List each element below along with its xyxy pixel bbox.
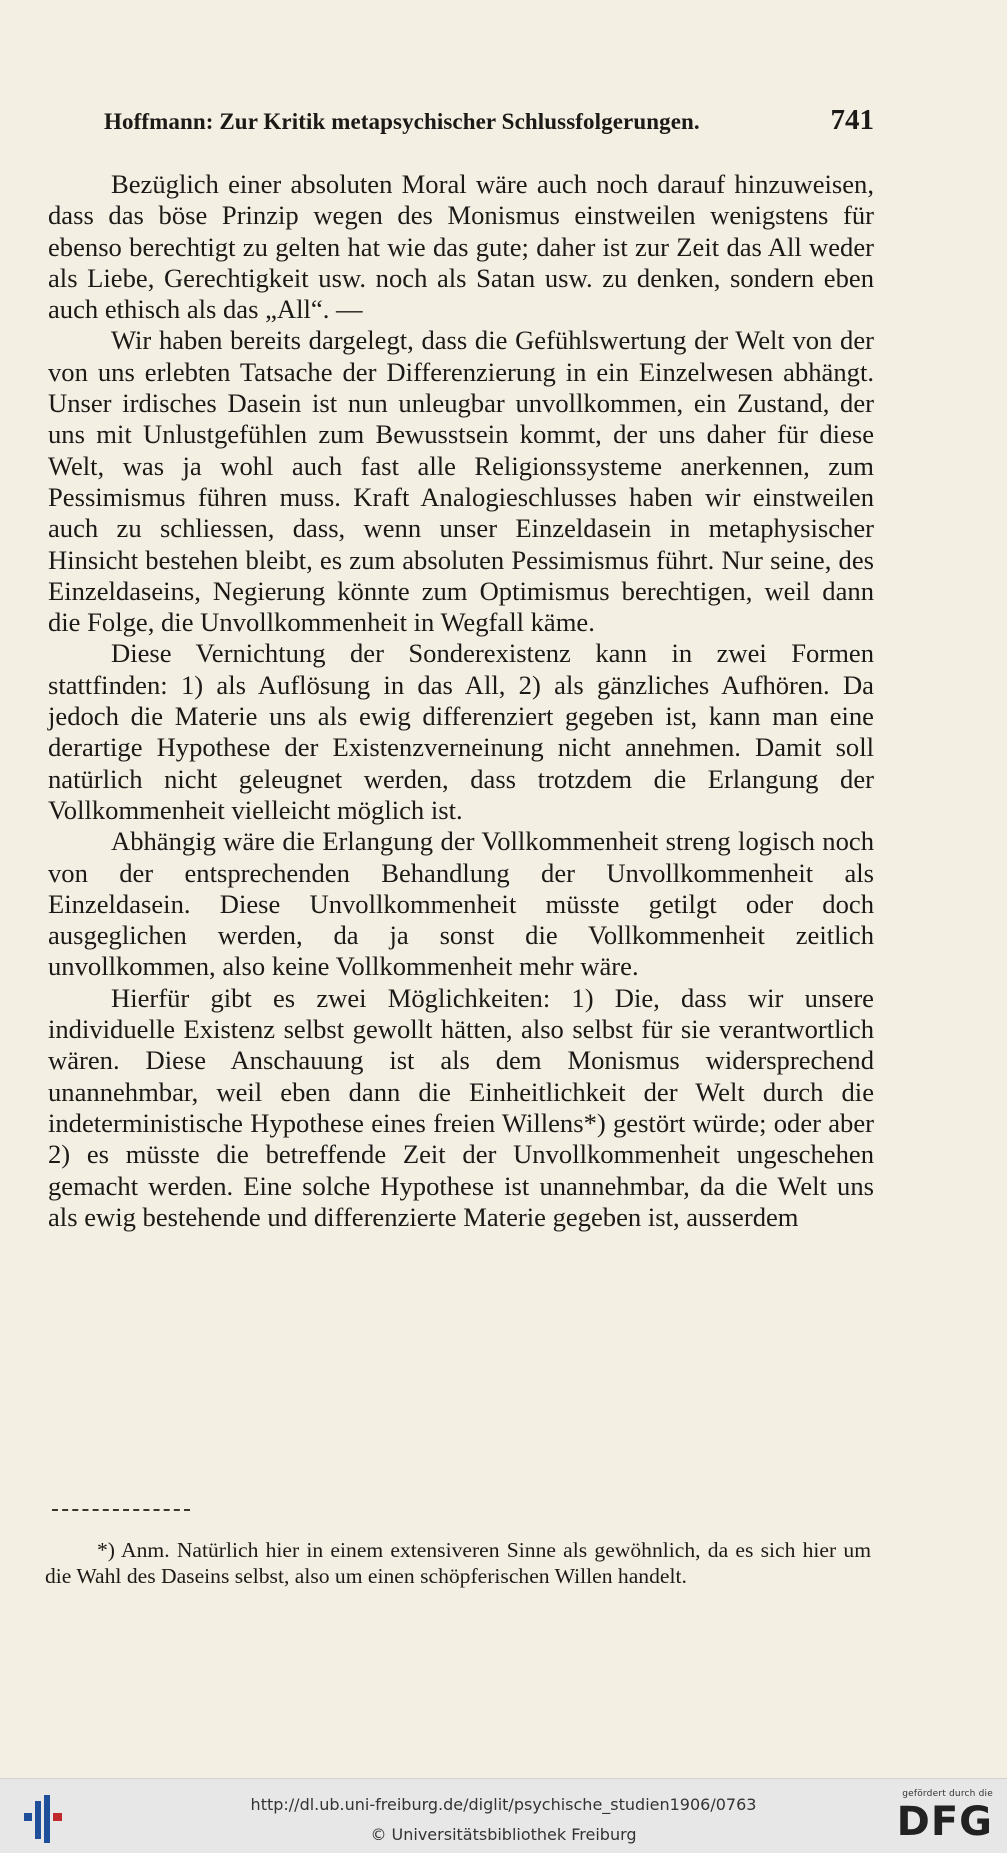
body-text: [48, 169, 874, 1233]
paragraph: Abhängig wäre die Erlangung der Vollkommenheit streng logisch noch von der entsprechenden Behandlung der Unvollkommenheit als Einzeldasein. Diese Unvollkommenheit müsste getilgt oder doch ausgeglichen werden, da ja sonst die Vollkommenheit zeitlich unvollkommen, also keine Vollkommenheit mehr wäre.: [48, 826, 874, 982]
page-number: 741: [830, 104, 874, 136]
footnote-separator: [52, 1509, 190, 1513]
dfg-logo-icon: DFG: [896, 1799, 993, 1845]
footnote: *) Anm. Natürlich hier in einem extensiveren Sinne als gewöhnlich, da es sich hier um die Wahl des Daseins selbst, also um einen schöpferischen Willen handelt.: [45, 1538, 871, 1588]
paragraph: Diese Vernichtung der Sonderexistenz kann in zwei Formen stattfinden: 1) als Auflösung in das All, 2) als gänzliches Aufhören. Da jedoch die Materie uns als ewig differenziert gegeben ist, kann man eine derartige Hypothese der Existenzverneinung nicht annehmen. Damit soll natürlich nicht geleugnet werden, dass trotzdem die Erlangung der Vollkommenheit vielleicht möglich ist.: [48, 638, 874, 825]
dfg-note: gefördert durch die: [902, 1789, 993, 1799]
copyright-notice: © Universitätsbibliothek Freiburg: [370, 1825, 637, 1844]
running-title: Hoffmann: Zur Kritik metapsychischer Schlussfolgerungen.: [104, 109, 700, 134]
source-url-link[interactable]: http://dl.ub.uni-freiburg.de/diglit/psychische_studien1906/0763: [250, 1795, 757, 1814]
paragraph: Hierfür gibt es zwei Möglichkeiten: 1) Die, dass wir unsere individuelle Existenz selbst gewollt hätten, also selbst für sie verantwortlich wären. Diese Anschauung ist als dem Monismus widersprechend unannehmbar, weil eben dann die Einheitlichkeit der Welt durch die indeterministische Hypothese eines freien Willens*) gestört würde; oder aber 2) es müsste die betreffende Zeit der Unvollkommenheit ungeschehen gemacht werden. Eine solche Hypothese ist unannehmbar, da die Welt uns als ewig bestehende und differenzierte Materie gegeben ist, ausserdem: [48, 982, 874, 1232]
dfg-logo: [889, 1789, 993, 1845]
paragraph: Wir haben bereits dargelegt, dass die Gefühlswertung der Welt von der von uns erlebten Tatsache der Differenzierung in ein Einzelwesen abhängt. Unser irdisches Dasein ist nun unleugbar unvollkommen, ein Zustand, der uns mit Unlustgefühlen zum Bewusstsein kommt, der uns daher für diese Welt, was ja wohl auch fast alle Religionssysteme anerkennen, zum Pessimismus führen muss. Kraft Analogieschlusses haben wir einstweilen auch zu schliessen, dass, wenn unser Einzeldasein in metaphysischer Hinsicht bestehen bleibt, es zum absoluten Pessimismus führt. Nur seine, des Einzeldaseins, Negierung könnte zum Optimismus berechtigen, weil dann die Folge, die Unvollkommenheit in Wegfall käme.: [48, 325, 874, 638]
running-header: [104, 104, 874, 137]
viewer-footer: [0, 1778, 1007, 1853]
paragraph: Bezüglich einer absoluten Moral wäre auch noch darauf hinzuweisen, dass das böse Prinzip wegen des Monismus einstweilen wenigstens für ebenso berechtigt zu gelten hat wie das gute; daher ist zur Zeit das All weder als Liebe, Gerechtigkeit usw. noch als Satan usw. zu denken, sondern eben auch ethisch als das „All“. —: [48, 169, 874, 325]
